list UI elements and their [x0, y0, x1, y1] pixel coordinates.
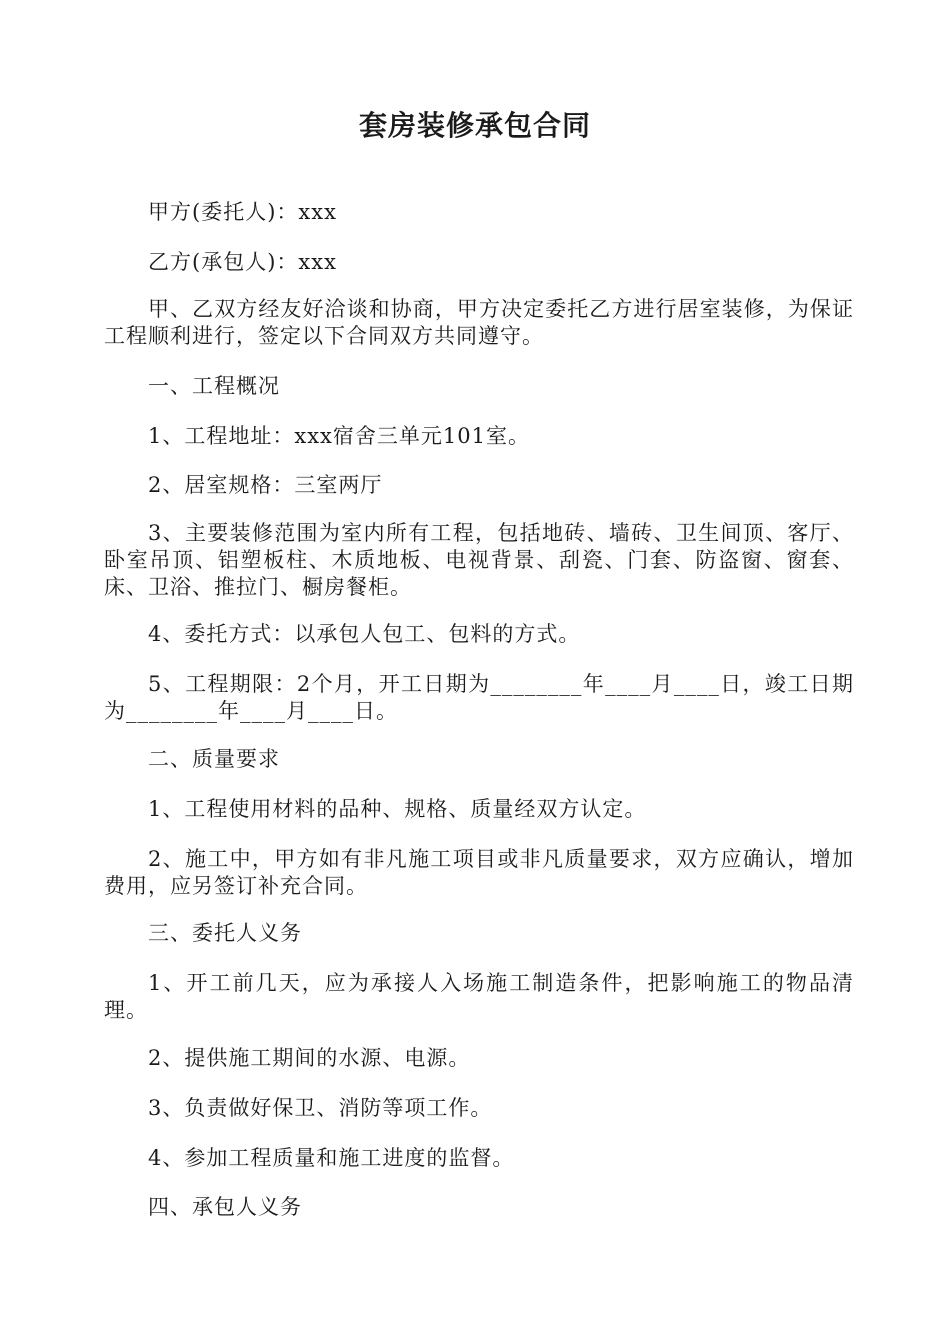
clause-scope: 3、主要装修范围为室内所有工程，包括地砖、墙砖、卫生间顶、客厅、卧室吊顶、铝塑板柱、木质地板、电视背景、刮瓷、门套、防盗窗、窗套、床、卫浴、推拉门、橱房餐柜。	[104, 521, 854, 599]
section-heading-client-duties: 三、委托人义务	[148, 921, 302, 945]
section-heading-quality: 二、质量要求	[148, 747, 280, 771]
clause-site-preparation: 1、开工前几天，应为承接人入场施工制造条件，把影响施工的物品清理。	[104, 971, 854, 1022]
clause-duration: 5、工程期限：2个月，开工日期为________年____月____日，竣工日期为________年____月____日。	[104, 672, 854, 723]
preamble-paragraph: 甲、乙双方经友好洽谈和协商，甲方决定委托乙方进行居室装修，为保证工程顺利进行，签定以下合同双方共同遵守。	[104, 297, 854, 348]
section-heading-contractor-duties: 四、承包人义务	[148, 1195, 302, 1219]
clause-utilities: 2、提供施工期间的水源、电源。	[148, 1046, 471, 1070]
section-heading-overview: 一、工程概况	[148, 374, 280, 398]
clause-supervision: 4、参加工程质量和施工进度的监督。	[148, 1146, 515, 1170]
party-a-line: 甲方(委托人)：xxx	[148, 200, 337, 224]
clause-materials: 1、工程使用材料的品种、规格、质量经双方认定。	[148, 797, 647, 821]
clause-special-requirements: 2、施工中，甲方如有非凡施工项目或非凡质量要求，双方应确认，增加费用，应另签订补充合同。	[104, 847, 854, 898]
party-b-line: 乙方(承包人)：xxx	[148, 250, 337, 274]
clause-security: 3、负责做好保卫、消防等项工作。	[148, 1096, 493, 1120]
document-title: 套房装修承包合同	[358, 109, 591, 142]
clause-address: 1、工程地址：xxx宿舍三单元101室。	[148, 424, 530, 448]
clause-method: 4、委托方式：以承包人包工、包料的方式。	[148, 622, 581, 646]
clause-room-spec: 2、居室规格：三室两厅	[148, 473, 383, 497]
